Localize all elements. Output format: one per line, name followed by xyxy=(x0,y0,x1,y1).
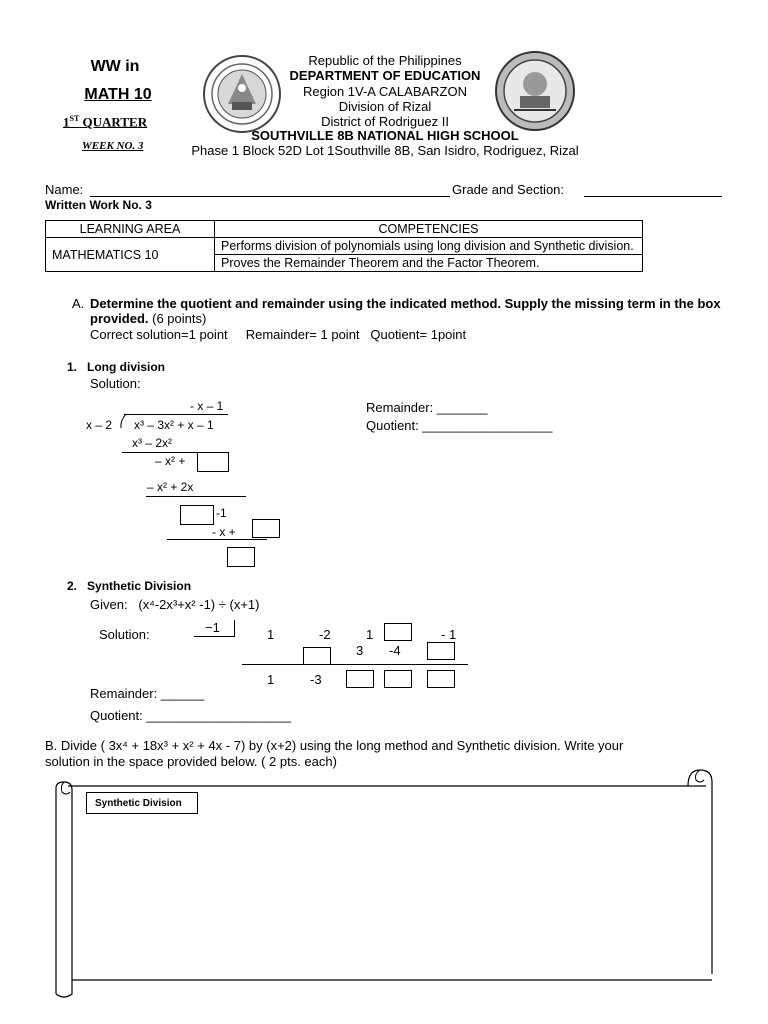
sd-row2-c4: -4 xyxy=(389,643,401,658)
sd-root-bracket xyxy=(194,620,235,637)
sd-row3-c1: 1 xyxy=(267,672,275,687)
ld-line3 xyxy=(167,539,267,540)
header-quarter: 1ST QUARTER xyxy=(63,114,148,130)
written-work-title: Written Work No. 3 xyxy=(45,198,152,212)
sd-box3[interactable] xyxy=(427,642,455,660)
table-cell-comp2: Proves the Remainder Theorem and the Factor Theorem. xyxy=(215,255,643,272)
item2-quotient: Quotient: ____________________ xyxy=(90,708,291,723)
sd-box2[interactable] xyxy=(303,647,331,665)
item2-solution: Solution: xyxy=(99,627,150,642)
item1-title: 1. Long division xyxy=(67,360,166,374)
ld-bracket xyxy=(118,413,128,429)
part-b-line1: B. Divide ( 3x⁴ + 18x³ + x² + 4x - 7) by (x+2) using the long method and Synthetic division. Write your xyxy=(45,738,624,753)
item2-remainder: Remainder: ______ xyxy=(90,686,205,701)
part-a-scoring: Correct solution=1 point Remainder= 1 point Quotient= 1point xyxy=(90,327,467,342)
ld-step1: x³ – 2x² xyxy=(132,436,173,450)
header-subject: MATH 10 xyxy=(84,86,152,103)
header-republic: Republic of the Philippines xyxy=(308,53,462,68)
ld-step5: - x + xyxy=(212,525,236,539)
ld-step2: – x² + xyxy=(155,454,186,468)
sd-box6[interactable] xyxy=(427,670,455,688)
item2-title: 2. Synthetic Division xyxy=(67,579,192,593)
table-header-competencies: COMPETENCIES xyxy=(215,221,643,238)
sd-row1-c2: -2 xyxy=(319,627,331,642)
item1-solution: Solution: xyxy=(90,376,141,391)
sd-box1[interactable] xyxy=(384,623,412,641)
item1-quotient: Quotient: __________________ xyxy=(366,418,553,433)
part-a-letter: A. xyxy=(72,296,85,311)
grade-line[interactable] xyxy=(584,196,722,197)
table-header-area: LEARNING AREA xyxy=(46,221,215,238)
sd-row2-c3: 3 xyxy=(356,643,364,658)
ld-box4[interactable] xyxy=(227,547,255,567)
scroll-label: Synthetic Division xyxy=(86,792,198,814)
ld-step3: – x² + 2x xyxy=(147,480,194,494)
ld-line2 xyxy=(146,496,246,497)
item2-given: Given: (x⁴-2x³+x² -1) ÷ (x+1) xyxy=(90,597,260,612)
competency-table xyxy=(45,220,643,272)
ld-quotient: - x – 1 xyxy=(190,399,224,413)
grade-label: Grade and Section: xyxy=(452,182,565,197)
header-division: Division of Rizal xyxy=(338,99,432,114)
sd-row1-c3: 1 xyxy=(366,627,374,642)
part-b-line2: solution in the space provided below. ( 2 pts. each) xyxy=(45,754,337,769)
item1-remainder: Remainder: _______ xyxy=(366,400,488,415)
ld-box3[interactable] xyxy=(252,519,280,538)
sd-row1-c1: 1 xyxy=(267,627,275,642)
header-district: District of Rodriguez II xyxy=(321,114,449,129)
name-line[interactable] xyxy=(90,196,450,197)
school-logo-icon xyxy=(494,50,576,132)
header-region: Region 1V-A CALABARZON xyxy=(302,84,468,99)
header-ww: WW in xyxy=(90,58,140,75)
ld-box2[interactable] xyxy=(180,505,214,525)
sd-row1-c5: - 1 xyxy=(441,627,457,642)
sd-row3-c2: -3 xyxy=(310,672,322,687)
ld-bar xyxy=(124,414,228,415)
name-label: Name: xyxy=(45,182,84,197)
sd-line xyxy=(242,664,468,665)
sd-box4[interactable] xyxy=(346,670,374,688)
ld-dividend: x³ – 3x² + x – 1 xyxy=(134,418,214,432)
ld-box1[interactable] xyxy=(197,452,229,472)
table-cell-comp1: Performs division of polynomials using long division and Synthetic division. xyxy=(215,238,643,255)
sd-box5[interactable] xyxy=(384,670,412,688)
table-cell-area: MATHEMATICS 10 xyxy=(46,238,215,272)
header-department: DEPARTMENT OF EDUCATION xyxy=(289,68,481,83)
ld-step4: -1 xyxy=(216,506,227,520)
header-address: Phase 1 Block 52D Lot 1Southville 8B, San Isidro, Rodriguez, Rizal xyxy=(191,143,579,158)
ld-divisor: x – 2 xyxy=(86,418,113,432)
header-school: SOUTHVILLE 8B NATIONAL HIGH SCHOOL xyxy=(251,128,519,143)
part-a-instruction: Determine the quotient and remainder using the indicated method. Supply the missing term in the box provided. (6 points) xyxy=(90,296,721,326)
sd-root: −1 xyxy=(205,620,220,635)
header-week: WEEK NO. 3 xyxy=(82,140,144,152)
